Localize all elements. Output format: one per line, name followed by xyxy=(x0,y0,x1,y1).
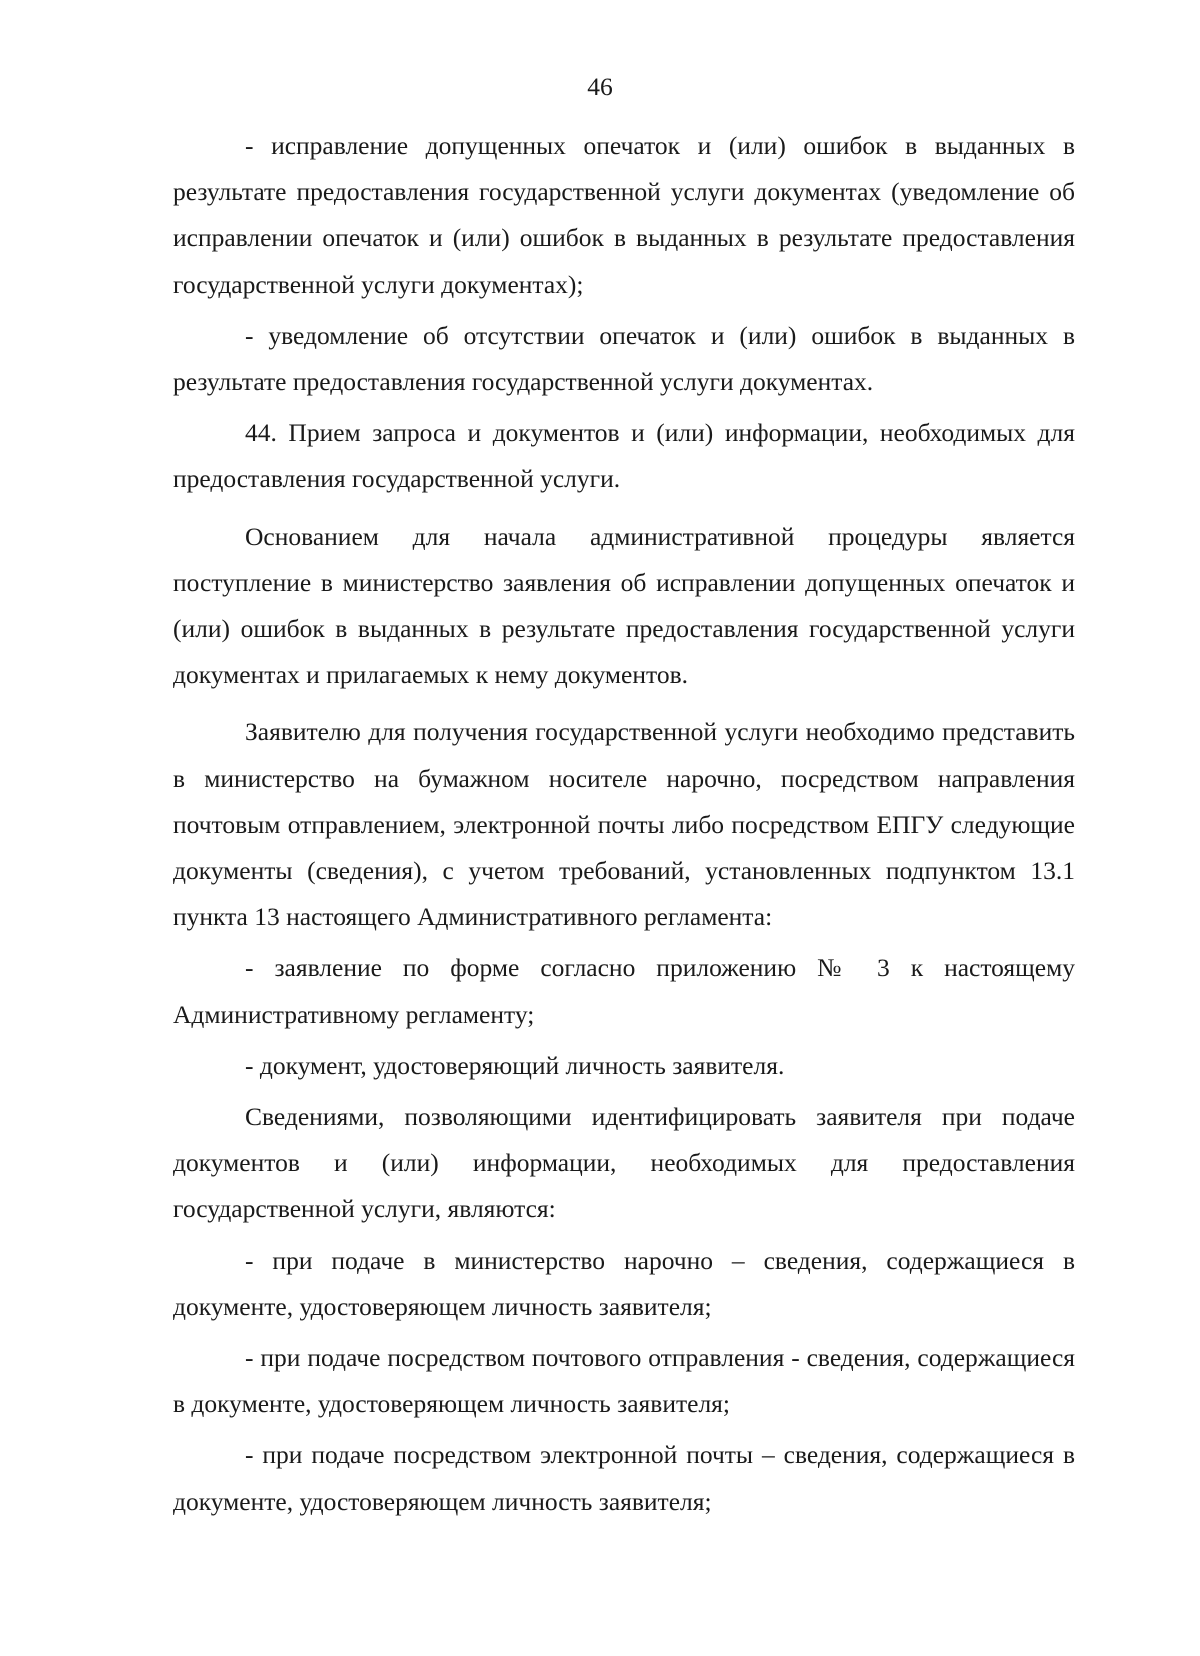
paragraph-list-item: - исправление допущенных опечаток и (или) ошибок в выданных в результате предоставления государственной услуги документах (уведомление об исправлении опечаток и (или) ошибок в выданных в результате предоставления государственной услуги документах); xyxy=(173,131,1075,299)
paragraph-list-item: - при подаче в министерство нарочно – сведения, содержащиеся в документе, удостоверяющем личность заявителя; xyxy=(173,1245,1075,1321)
paragraph-list-item: - при подаче посредством электронной почты – сведения, содержащиеся в документе, удостоверяющем личность заявителя; xyxy=(173,1440,1075,1516)
paragraph: Заявителю для получения государственной услуги необходимо представить в министерство на бумажном носителе нарочно, посредством направления почтовым отправлением, электронной почты либо посредством ЕПГУ следующие документы (сведения), с учетом требований, установленных подпунктом 13.1 пункта 13 настоящего Административного регламента: xyxy=(173,717,1075,932)
paragraph-list-item: - уведомление об отсутствии опечаток и (или) ошибок в выданных в результате предоставления государственной услуги документах. xyxy=(173,320,1075,397)
document-body xyxy=(173,123,1075,1525)
paragraph-list-item: - при подаче посредством почтового отправления - сведения, содержащиеся в документе, удостоверяющем личность заявителя; xyxy=(173,1343,1075,1419)
page-number: 46 xyxy=(587,72,613,101)
paragraph: Сведениями, позволяющими идентифицировать заявителя при подаче документов и (или) информации, необходимых для предоставления государственной услуги, являются: xyxy=(173,1102,1075,1224)
paragraph-list-item: - заявление по форме согласно приложению № 3 к настоящему Административному регламенту; xyxy=(173,953,1075,1029)
paragraph-list-item: - документ, удостоверяющий личность заявителя. xyxy=(245,1050,785,1080)
paragraph: Основанием для начала административной процедуры является поступление в министерство заявления об исправлении допущенных опечаток и (или) ошибок в выданных в результате предоставления государственной услуги документах и прилагаемых к нему документов. xyxy=(173,521,1075,690)
paragraph-section-heading: 44. Прием запроса и документов и (или) информации, необходимых для предоставления государственной услуги. xyxy=(173,418,1075,494)
